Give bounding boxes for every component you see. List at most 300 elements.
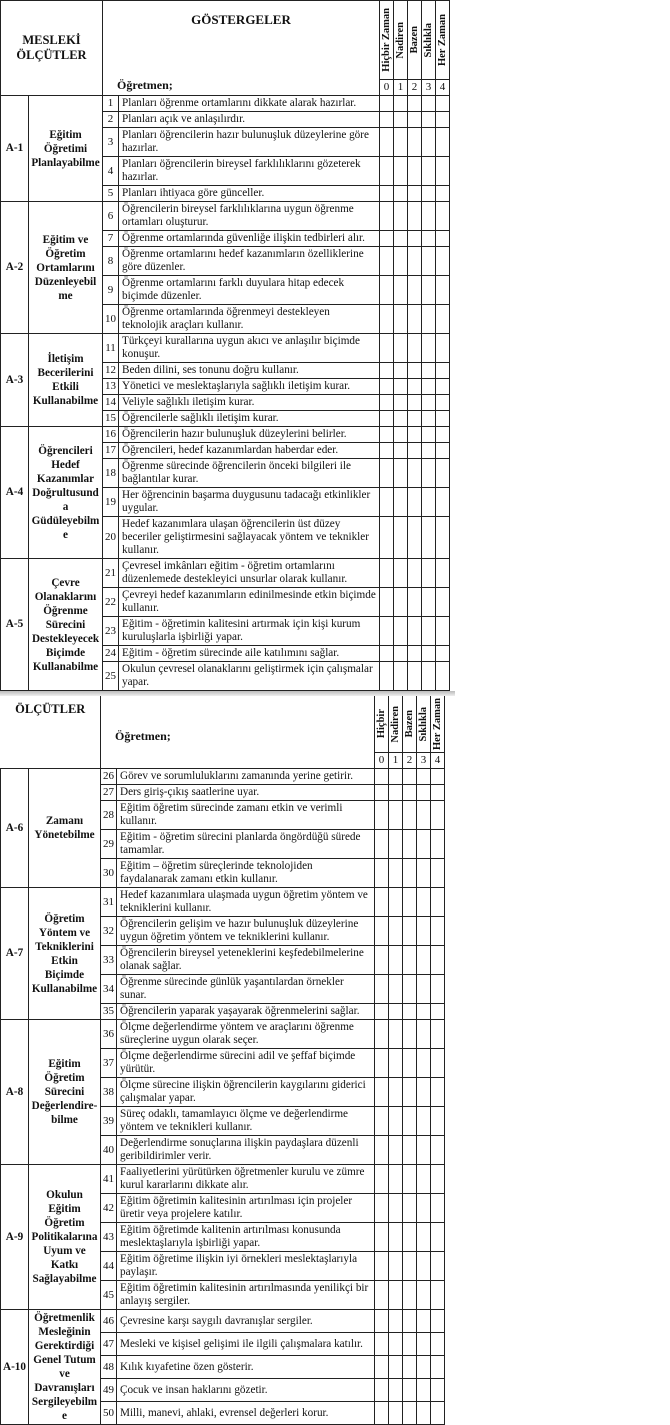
criterion-code: A-9: [1, 1165, 29, 1310]
rating-cell-4[interactable]: [431, 1252, 445, 1281]
rating-cell-3[interactable]: [417, 917, 431, 946]
rating-cell-3[interactable]: [417, 1333, 431, 1356]
rating-cell-2[interactable]: [403, 785, 417, 801]
indicator-text: Eğitim - öğretimin kalitesini artırmak için kişi kurum kuruluşlarla işbirliği yapar.: [119, 617, 380, 646]
rating-cell-1[interactable]: [394, 96, 408, 112]
rating-cell-4[interactable]: [431, 859, 445, 888]
rating-cell-1[interactable]: [394, 186, 408, 202]
rating-cell-0[interactable]: [375, 1252, 389, 1281]
indicator-number: 17: [103, 443, 119, 459]
rating-cell-2[interactable]: [403, 1136, 417, 1165]
rating-cell-4[interactable]: [431, 946, 445, 975]
indicator-text: Görev ve sorumluluklarını zamanında yerine getirir.: [117, 769, 375, 785]
rating-cell-2[interactable]: [403, 859, 417, 888]
rating-cell-0[interactable]: [375, 1379, 389, 1402]
rating-cell-0[interactable]: [380, 395, 394, 411]
scale-value-2: 2: [408, 80, 422, 96]
rating-cell-0[interactable]: [375, 1107, 389, 1136]
rating-cell-0[interactable]: [380, 202, 394, 231]
rating-cell-2[interactable]: [403, 1165, 417, 1194]
rating-cell-2[interactable]: [403, 1252, 417, 1281]
rating-cell-1[interactable]: [389, 801, 403, 830]
rating-cell-2[interactable]: [408, 231, 422, 247]
rating-cell-1[interactable]: [389, 1223, 403, 1252]
scale2-label-3: Sıklıkla: [417, 696, 431, 753]
rating-cell-3[interactable]: [422, 334, 436, 363]
indicator-number: 18: [103, 459, 119, 488]
rating-cell-4[interactable]: [436, 617, 450, 646]
rating-cell-2[interactable]: [403, 946, 417, 975]
rating-cell-0[interactable]: [380, 363, 394, 379]
indicator-number: 26: [101, 769, 117, 785]
rating-cell-0[interactable]: [375, 888, 389, 917]
rating-cell-2[interactable]: [408, 276, 422, 305]
rating-cell-3[interactable]: [422, 459, 436, 488]
indicator-row: [1, 427, 450, 443]
rating-cell-4[interactable]: [436, 488, 450, 517]
rating-cell-3[interactable]: [422, 443, 436, 459]
rating-cell-2[interactable]: [408, 305, 422, 334]
rating-cell-2[interactable]: [408, 379, 422, 395]
rating-cell-0[interactable]: [380, 588, 394, 617]
rating-cell-0[interactable]: [380, 276, 394, 305]
rating-cell-1[interactable]: [394, 247, 408, 276]
indicator-number: 6: [103, 202, 119, 231]
rating-cell-2[interactable]: [408, 247, 422, 276]
indicator-number: 9: [103, 276, 119, 305]
rating-cell-4[interactable]: [436, 363, 450, 379]
rating-cell-4[interactable]: [436, 559, 450, 588]
rating-cell-4[interactable]: [431, 1333, 445, 1356]
rating-cell-3[interactable]: [422, 96, 436, 112]
rating-cell-4[interactable]: [436, 459, 450, 488]
rating-cell-0[interactable]: [380, 459, 394, 488]
rating-cell-0[interactable]: [375, 1333, 389, 1356]
scale-label-3: Sıklıkla: [422, 1, 436, 80]
rating-cell-4[interactable]: [431, 1356, 445, 1379]
rating-cell-1[interactable]: [389, 830, 403, 859]
indicator-text: Eğitim öğretimin kalitesinin artırılması için projeler üretir veya projelere katılır.: [117, 1194, 375, 1223]
rating-cell-4[interactable]: [436, 276, 450, 305]
indicator-row: [1, 1020, 445, 1049]
rating-cell-2[interactable]: [408, 443, 422, 459]
rating-cell-0[interactable]: [380, 157, 394, 186]
rating-cell-4[interactable]: [436, 247, 450, 276]
rating-cell-3[interactable]: [422, 202, 436, 231]
rating-cell-0[interactable]: [380, 128, 394, 157]
rating-cell-3[interactable]: [417, 859, 431, 888]
rating-cell-0[interactable]: [375, 1223, 389, 1252]
rating-cell-2[interactable]: [403, 1379, 417, 1402]
rating-cell-0[interactable]: [380, 427, 394, 443]
rating-cell-1[interactable]: [389, 1252, 403, 1281]
rating-cell-2[interactable]: [403, 1078, 417, 1107]
rating-cell-0[interactable]: [375, 1020, 389, 1049]
indicator-text: Mesleki ve kişisel gelişimi ile ilgili çalışmalara katılır.: [117, 1333, 375, 1356]
rating-cell-4[interactable]: [436, 128, 450, 157]
rating-cell-0[interactable]: [375, 801, 389, 830]
rating-cell-4[interactable]: [436, 427, 450, 443]
rating-cell-2[interactable]: [408, 588, 422, 617]
rating-cell-4[interactable]: [436, 443, 450, 459]
rating-cell-4[interactable]: [431, 1194, 445, 1223]
rating-cell-3[interactable]: [422, 379, 436, 395]
rating-cell-3[interactable]: [422, 276, 436, 305]
rating-cell-3[interactable]: [422, 617, 436, 646]
teacher-label-2: Öğretmen;: [115, 729, 171, 743]
rating-cell-0[interactable]: [375, 975, 389, 1004]
rating-cell-0[interactable]: [380, 305, 394, 334]
rating-cell-1[interactable]: [389, 1194, 403, 1223]
rating-cell-1[interactable]: [394, 443, 408, 459]
rating-cell-0[interactable]: [380, 411, 394, 427]
rating-cell-3[interactable]: [422, 646, 436, 662]
rating-cell-3[interactable]: [422, 112, 436, 128]
rating-cell-1[interactable]: [389, 1004, 403, 1020]
rating-cell-0[interactable]: [380, 334, 394, 363]
rating-cell-1[interactable]: [394, 588, 408, 617]
rating-cell-4[interactable]: [431, 1049, 445, 1078]
rating-cell-1[interactable]: [394, 662, 408, 691]
scale2-value-2: 2: [403, 753, 417, 769]
rating-cell-1[interactable]: [389, 1281, 403, 1310]
rating-cell-1[interactable]: [394, 559, 408, 588]
rating-cell-4[interactable]: [431, 1107, 445, 1136]
rating-cell-2[interactable]: [403, 769, 417, 785]
rating-cell-4[interactable]: [431, 888, 445, 917]
rating-cell-0[interactable]: [375, 1281, 389, 1310]
rating-cell-2[interactable]: [403, 1107, 417, 1136]
rating-cell-0[interactable]: [380, 443, 394, 459]
rating-cell-0[interactable]: [380, 646, 394, 662]
rating-cell-3[interactable]: [417, 1049, 431, 1078]
indicator-text: Ders giriş-çıkış saatlerine uyar.: [117, 785, 375, 801]
rating-cell-4[interactable]: [436, 662, 450, 691]
rating-cell-1[interactable]: [394, 395, 408, 411]
rating-cell-2[interactable]: [408, 427, 422, 443]
rating-cell-4[interactable]: [436, 411, 450, 427]
rating-cell-2[interactable]: [403, 1310, 417, 1333]
rating-cell-3[interactable]: [417, 1136, 431, 1165]
rating-cell-1[interactable]: [394, 617, 408, 646]
rating-cell-4[interactable]: [431, 1020, 445, 1049]
rating-cell-1[interactable]: [389, 1078, 403, 1107]
indicator-number: 4: [103, 157, 119, 186]
rating-cell-4[interactable]: [431, 785, 445, 801]
rating-cell-1[interactable]: [389, 1356, 403, 1379]
rating-cell-4[interactable]: [431, 1165, 445, 1194]
criterion-code: A-5: [1, 559, 29, 691]
rating-cell-2[interactable]: [408, 157, 422, 186]
rating-cell-4[interactable]: [431, 1379, 445, 1402]
rating-cell-4[interactable]: [436, 112, 450, 128]
indicator-number: 40: [101, 1136, 117, 1165]
rating-cell-3[interactable]: [417, 1281, 431, 1310]
rating-cell-1[interactable]: [394, 276, 408, 305]
indicator-text: Eğitim öğretim sürecinde zamanı etkin ve verimli kullanır.: [117, 801, 375, 830]
criterion-title: Eğitim Öğretim Sürecini Değerlendire-bilme: [29, 1020, 101, 1165]
indicator-number: 15: [103, 411, 119, 427]
rating-cell-0[interactable]: [375, 1356, 389, 1379]
rating-cell-2[interactable]: [403, 1049, 417, 1078]
rating-cell-4[interactable]: [436, 334, 450, 363]
rating-cell-2[interactable]: [408, 128, 422, 157]
rating-cell-1[interactable]: [394, 488, 408, 517]
rating-cell-4[interactable]: [436, 186, 450, 202]
rating-cell-1[interactable]: [394, 646, 408, 662]
indicator-text: Eğitim öğretime ilişkin iyi örnekleri meslektaşlarıyla paylaşır.: [117, 1252, 375, 1281]
rating-cell-1[interactable]: [389, 769, 403, 785]
rating-cell-1[interactable]: [389, 859, 403, 888]
rating-cell-3[interactable]: [422, 488, 436, 517]
rating-cell-1[interactable]: [389, 1310, 403, 1333]
indicator-row: [1, 559, 450, 588]
rating-cell-0[interactable]: [380, 488, 394, 517]
rating-cell-1[interactable]: [394, 459, 408, 488]
rating-cell-2[interactable]: [408, 363, 422, 379]
indicator-text: Eğitim – öğretim süreçlerinde teknolojiden faydalanarak zamanı etkin kullanır.: [117, 859, 375, 888]
rating-cell-3[interactable]: [417, 1194, 431, 1223]
rating-cell-3[interactable]: [417, 1402, 431, 1425]
rating-cell-0[interactable]: [375, 859, 389, 888]
rating-cell-1[interactable]: [394, 427, 408, 443]
rating-cell-1[interactable]: [389, 785, 403, 801]
rating-cell-0[interactable]: [380, 247, 394, 276]
rating-cell-1[interactable]: [389, 1402, 403, 1425]
rating-cell-2[interactable]: [403, 830, 417, 859]
rating-cell-2[interactable]: [408, 459, 422, 488]
rating-cell-3[interactable]: [417, 1004, 431, 1020]
rating-cell-4[interactable]: [431, 1078, 445, 1107]
rating-cell-2[interactable]: [408, 559, 422, 588]
rating-cell-0[interactable]: [375, 1402, 389, 1425]
rating-cell-2[interactable]: [408, 395, 422, 411]
rating-cell-0[interactable]: [380, 662, 394, 691]
rating-cell-3[interactable]: [417, 801, 431, 830]
rating-cell-4[interactable]: [436, 96, 450, 112]
rating-cell-0[interactable]: [375, 1136, 389, 1165]
rating-cell-4[interactable]: [436, 157, 450, 186]
scale2-value-1: 1: [389, 753, 403, 769]
rating-cell-4[interactable]: [431, 1136, 445, 1165]
rating-cell-3[interactable]: [422, 363, 436, 379]
scale2-label-2: Bazen: [403, 696, 417, 753]
rating-cell-0[interactable]: [375, 769, 389, 785]
rating-cell-4[interactable]: [431, 1004, 445, 1020]
rating-cell-2[interactable]: [408, 488, 422, 517]
rating-cell-4[interactable]: [431, 1402, 445, 1425]
rating-cell-1[interactable]: [394, 157, 408, 186]
rating-cell-0[interactable]: [380, 379, 394, 395]
rating-cell-0[interactable]: [375, 785, 389, 801]
rating-cell-1[interactable]: [389, 888, 403, 917]
form-page-1: [0, 0, 450, 691]
rating-cell-3[interactable]: [417, 1165, 431, 1194]
rating-cell-3[interactable]: [417, 1356, 431, 1379]
indicator-text: Öğrenme ortamlarında öğrenmeyi destekleyen teknolojik araçları kullanır.: [119, 305, 380, 334]
indicator-text: Değerlendirme sonuçlarına ilişkin paydaşlara düzenli geribildirimler verir.: [117, 1136, 375, 1165]
rating-cell-3[interactable]: [417, 888, 431, 917]
rating-cell-0[interactable]: [380, 559, 394, 588]
rating-cell-0[interactable]: [380, 96, 394, 112]
rating-cell-2[interactable]: [408, 517, 422, 559]
rating-cell-4[interactable]: [431, 1281, 445, 1310]
rating-cell-1[interactable]: [389, 1165, 403, 1194]
indicator-number: 39: [101, 1107, 117, 1136]
rating-cell-0[interactable]: [375, 917, 389, 946]
rating-cell-0[interactable]: [380, 231, 394, 247]
rating-cell-0[interactable]: [375, 1310, 389, 1333]
rating-cell-2[interactable]: [403, 1004, 417, 1020]
rating-cell-3[interactable]: [422, 128, 436, 157]
rating-cell-1[interactable]: [389, 1049, 403, 1078]
rating-cell-0[interactable]: [375, 1194, 389, 1223]
rating-cell-0[interactable]: [375, 1078, 389, 1107]
rating-cell-1[interactable]: [394, 334, 408, 363]
rating-cell-1[interactable]: [389, 1020, 403, 1049]
rating-cell-0[interactable]: [380, 112, 394, 128]
rating-cell-0[interactable]: [375, 1004, 389, 1020]
rating-cell-4[interactable]: [436, 305, 450, 334]
rating-cell-4[interactable]: [436, 517, 450, 559]
rating-cell-2[interactable]: [403, 888, 417, 917]
indicator-number: 31: [101, 888, 117, 917]
rating-cell-3[interactable]: [417, 769, 431, 785]
rating-cell-3[interactable]: [417, 1252, 431, 1281]
rating-cell-1[interactable]: [389, 1107, 403, 1136]
rating-cell-2[interactable]: [403, 1020, 417, 1049]
criteria-table-2: [0, 696, 445, 1425]
rating-cell-1[interactable]: [394, 363, 408, 379]
scale-value-3: 3: [422, 80, 436, 96]
rating-cell-2[interactable]: [403, 1223, 417, 1252]
rating-cell-3[interactable]: [417, 975, 431, 1004]
rating-cell-1[interactable]: [389, 1136, 403, 1165]
rating-cell-1[interactable]: [389, 946, 403, 975]
rating-cell-1[interactable]: [394, 305, 408, 334]
rating-cell-2[interactable]: [408, 202, 422, 231]
rating-cell-3[interactable]: [422, 186, 436, 202]
indicator-row: [1, 888, 445, 917]
rating-cell-3[interactable]: [417, 1379, 431, 1402]
rating-cell-1[interactable]: [394, 128, 408, 157]
scale-label-4: Her Zaman: [436, 1, 450, 80]
rating-cell-2[interactable]: [403, 1333, 417, 1356]
rating-cell-0[interactable]: [375, 946, 389, 975]
rating-cell-2[interactable]: [403, 1281, 417, 1310]
rating-cell-3[interactable]: [417, 830, 431, 859]
indicator-number: 22: [103, 588, 119, 617]
rating-cell-2[interactable]: [403, 1402, 417, 1425]
rating-cell-4[interactable]: [436, 588, 450, 617]
rating-cell-3[interactable]: [417, 1020, 431, 1049]
rating-cell-3[interactable]: [422, 305, 436, 334]
rating-cell-4[interactable]: [431, 1310, 445, 1333]
rating-cell-2[interactable]: [408, 334, 422, 363]
rating-cell-2[interactable]: [408, 96, 422, 112]
rating-cell-1[interactable]: [394, 379, 408, 395]
rating-cell-2[interactable]: [403, 1356, 417, 1379]
indicator-row: [1, 1165, 445, 1194]
rating-cell-2[interactable]: [403, 1194, 417, 1223]
rating-cell-4[interactable]: [436, 202, 450, 231]
indicator-number: 1: [103, 96, 119, 112]
rating-cell-3[interactable]: [417, 1078, 431, 1107]
rating-cell-4[interactable]: [431, 1223, 445, 1252]
rating-cell-3[interactable]: [417, 785, 431, 801]
rating-cell-0[interactable]: [380, 186, 394, 202]
rating-cell-3[interactable]: [422, 157, 436, 186]
rating-cell-1[interactable]: [394, 202, 408, 231]
rating-cell-1[interactable]: [389, 917, 403, 946]
rating-cell-1[interactable]: [394, 231, 408, 247]
rating-cell-0[interactable]: [375, 1165, 389, 1194]
rating-cell-3[interactable]: [422, 588, 436, 617]
rating-cell-1[interactable]: [394, 411, 408, 427]
indicator-number: 14: [103, 395, 119, 411]
rating-cell-3[interactable]: [422, 662, 436, 691]
rating-cell-4[interactable]: [431, 830, 445, 859]
rating-cell-3[interactable]: [417, 946, 431, 975]
rating-cell-0[interactable]: [375, 830, 389, 859]
rating-cell-4[interactable]: [431, 769, 445, 785]
indicators-title: GÖSTERGELER: [191, 12, 291, 27]
indicator-number: 30: [101, 859, 117, 888]
rating-cell-3[interactable]: [422, 411, 436, 427]
rating-cell-4[interactable]: [436, 231, 450, 247]
rating-cell-3[interactable]: [417, 1223, 431, 1252]
rating-cell-2[interactable]: [408, 186, 422, 202]
rating-cell-4[interactable]: [436, 379, 450, 395]
rating-cell-3[interactable]: [422, 517, 436, 559]
rating-cell-3[interactable]: [417, 1310, 431, 1333]
rating-cell-4[interactable]: [436, 395, 450, 411]
criteria-header-line2: ÖLÇÜTLER: [16, 48, 87, 62]
indicator-number: 29: [101, 830, 117, 859]
rating-cell-2[interactable]: [408, 411, 422, 427]
rating-cell-2[interactable]: [408, 662, 422, 691]
indicator-text: Eğitim öğretimin kalitesinin artırılmasında yenilikçi bir anlayış sergiler.: [117, 1281, 375, 1310]
rating-cell-3[interactable]: [422, 427, 436, 443]
rating-cell-4[interactable]: [431, 975, 445, 1004]
rating-cell-2[interactable]: [408, 112, 422, 128]
rating-cell-4[interactable]: [436, 646, 450, 662]
rating-cell-1[interactable]: [389, 975, 403, 1004]
rating-cell-1[interactable]: [394, 112, 408, 128]
rating-cell-3[interactable]: [422, 247, 436, 276]
rating-cell-3[interactable]: [417, 1107, 431, 1136]
rating-cell-3[interactable]: [422, 231, 436, 247]
rating-cell-2[interactable]: [403, 917, 417, 946]
rating-cell-0[interactable]: [375, 1049, 389, 1078]
rating-cell-2[interactable]: [408, 617, 422, 646]
scale2-label-4: Her Zaman: [431, 696, 445, 753]
criterion-title: Öğrencileri Hedef Kazanımlar Doğrultusunda Güdüleyebilme: [29, 427, 103, 559]
rating-cell-3[interactable]: [422, 559, 436, 588]
rating-cell-4[interactable]: [431, 801, 445, 830]
rating-cell-2[interactable]: [408, 646, 422, 662]
rating-cell-3[interactable]: [422, 395, 436, 411]
rating-cell-1[interactable]: [389, 1379, 403, 1402]
indicator-row: [1, 769, 445, 785]
rating-cell-0[interactable]: [380, 517, 394, 559]
rating-cell-1[interactable]: [394, 517, 408, 559]
rating-cell-4[interactable]: [431, 917, 445, 946]
rating-cell-2[interactable]: [403, 975, 417, 1004]
rating-cell-1[interactable]: [389, 1333, 403, 1356]
rating-cell-2[interactable]: [403, 801, 417, 830]
rating-cell-0[interactable]: [380, 617, 394, 646]
